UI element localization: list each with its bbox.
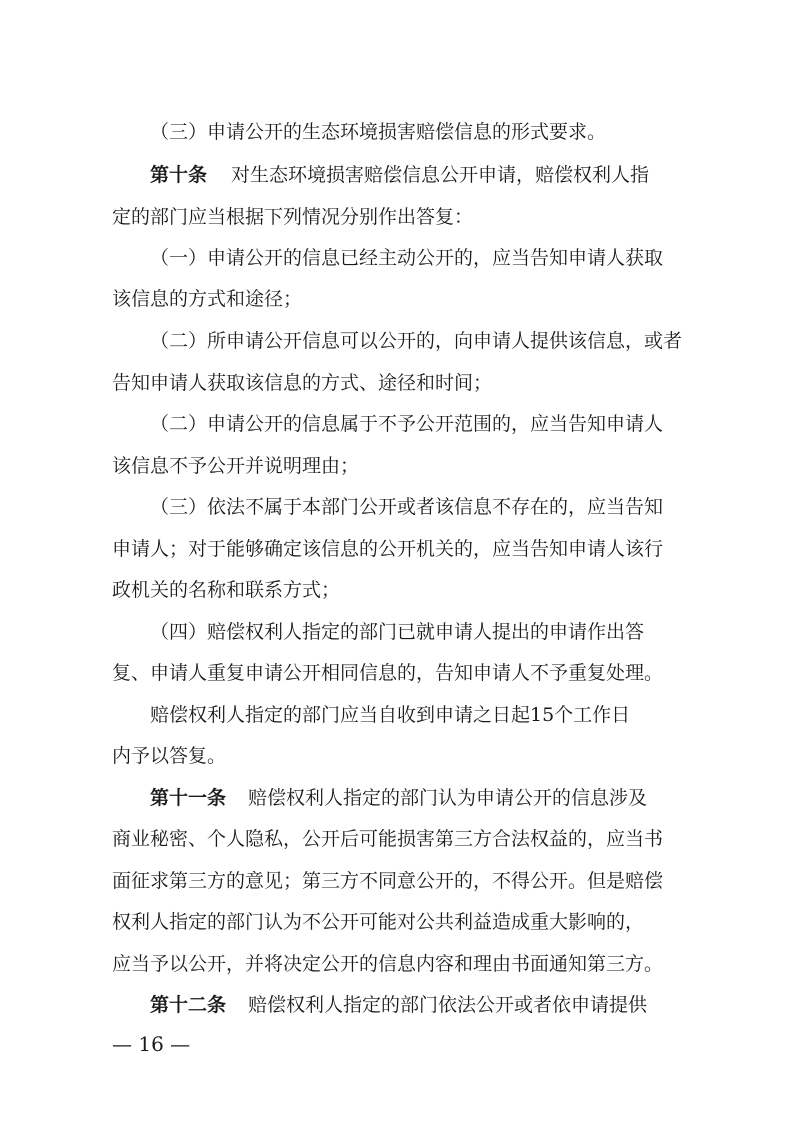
text-line: 内予以答复。	[112, 745, 227, 767]
text-line: 权利人指定的部门认为不公开可能对公共利益造成重大影响的，	[112, 911, 645, 933]
text-line: 申请人；对于能够确定该信息的公开机关的，应当告知申请人该行	[112, 538, 664, 560]
text-line: 对生态环境损害赔偿信息公开申请，赔偿权利人指	[231, 164, 650, 186]
text-line: 定的部门应当根据下列情况分别作出答复：	[112, 206, 474, 228]
article-heading: 第十二条	[150, 994, 227, 1016]
text-line: 赔偿权利人指定的部门认为申请公开的信息涉及	[248, 787, 648, 809]
page-number: — 16 —	[112, 1032, 191, 1056]
text-line: （一）申请公开的信息已经主动公开的，应当告知申请人获取	[150, 247, 664, 269]
text-line: （二）所申请公开信息可以公开的，向申请人提供该信息，或者	[150, 330, 683, 352]
text-line: 政机关的名称和联系方式；	[112, 579, 341, 601]
text-line: 该信息的方式和途径；	[112, 288, 303, 310]
text-line: 面征求第三方的意见；第三方不同意公开的，不得公开。但是赔偿	[112, 870, 664, 892]
article-heading: 第十条	[150, 164, 208, 186]
text-line: （四）赔偿权利人指定的部门已就申请人提出的申请作出答	[150, 621, 645, 643]
text-line: 复、申请人重复申请公开相同信息的，告知申请人不予重复处理。	[112, 662, 664, 684]
text-line: 告知申请人获取该信息的方式、途径和时间；	[112, 372, 493, 394]
text-line: 应当予以公开，并将决定公开的信息内容和理由书面通知第三方。	[112, 953, 664, 975]
text-line: 该信息不予公开并说明理由；	[112, 455, 360, 477]
text-line: 赔偿权利人指定的部门依法公开或者依申请提供	[248, 994, 648, 1016]
text-line: （二）申请公开的信息属于不予公开范围的，应当告知申请人	[150, 413, 664, 435]
article-heading: 第十一条	[150, 787, 227, 809]
text-line: 商业秘密、个人隐私，公开后可能损害第三方合法权益的，应当书	[112, 828, 664, 850]
text-line: （三）申请公开的生态环境损害赔偿信息的形式要求。	[150, 121, 607, 143]
text-line: （三）依法不属于本部门公开或者该信息不存在的，应当告知	[150, 496, 664, 518]
text-line: 赔偿权利人指定的部门应当自收到申请之日起15个工作日	[150, 704, 631, 726]
